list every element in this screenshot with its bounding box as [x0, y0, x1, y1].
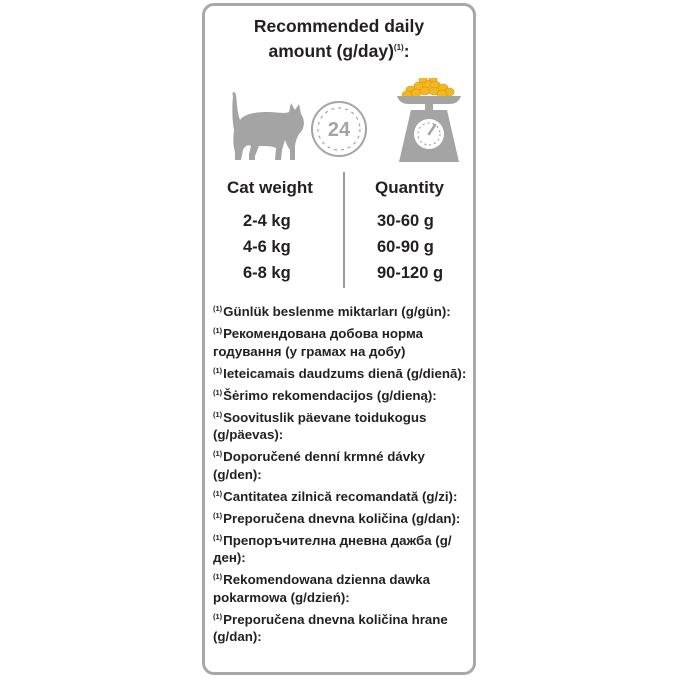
quantity-cell: 60-90 g [377, 238, 434, 256]
note-croatian: $^{(1)}$Preporučena dnevna količina (g/dan): [213, 510, 461, 526]
clock-label: 24 [327, 119, 351, 141]
note-czech: $^{(1)}$Doporučené denní krmné dávky (g/den): [213, 449, 425, 482]
scale-icon [389, 78, 469, 164]
weight-cell: 4-6 kg [243, 238, 291, 256]
note-lithuanian: $^{(1)}$Šėrimo rekomendacijos (g/dieną): [213, 387, 437, 403]
note-estonian: $^{(1)}$Soovituslik päevane toidukogus (g/päevas): [213, 409, 427, 442]
quantity-header: Quantity [375, 178, 444, 197]
note-latvian: $^{(1)}$Ieteicamais daudzums dienā (g/dienā): [213, 365, 467, 381]
quantity-cell: 30-60 g [377, 212, 434, 230]
note-polish: $^{(1)}$Rekomendowana dzienna dawka pokarmowa (g/dzień): [213, 572, 431, 605]
note-romanian: $^{(1)}$Cantitatea zilnică recomandată (g/zi): [213, 488, 458, 504]
note-turkish: $^{(1)}$Günlük beslenme miktarları (g/gün): [213, 304, 451, 319]
note-ukrainian: $^{(1)}$Рекомендована добова норма годування (у грамах на добу) [213, 326, 424, 359]
note-bosnian: $^{(1)}$Preporučena dnevna količina hrane (g/dan): [213, 611, 448, 644]
cat-weight-header: Cat weight [227, 178, 313, 197]
title-line-2: amount $(g/day)^{(1)}$: [268, 41, 410, 61]
column-divider [343, 172, 345, 288]
weight-cell: 2-4 kg [243, 212, 291, 230]
weight-cell: 6-8 kg [243, 264, 291, 282]
translation-notes [213, 300, 471, 647]
quantity-cell: 90-120 g [377, 264, 444, 282]
cat-icon [215, 90, 307, 162]
title-line-1: Recommended daily [253, 16, 425, 36]
note-bulgarian: $^{(1)}$Препоръчителна дневна дажба (g/ден): [213, 532, 452, 565]
feeding-title [205, 16, 473, 62]
clock-24-icon [309, 99, 369, 159]
feeding-guide-panel [202, 3, 476, 675]
